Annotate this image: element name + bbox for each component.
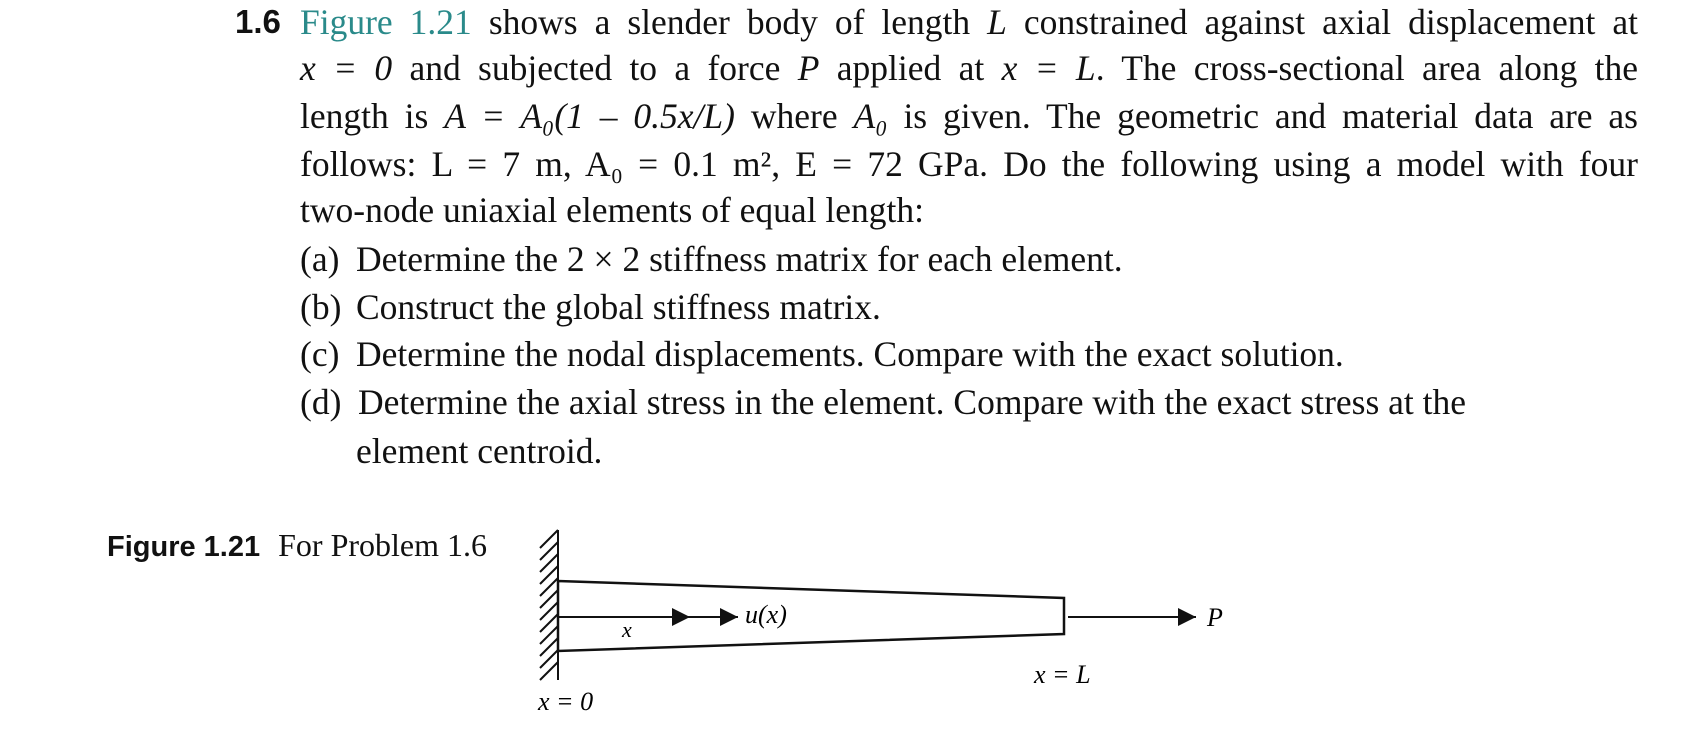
text-segment: length is	[300, 96, 429, 136]
text-segment: Do the following using a model with four	[1003, 144, 1638, 184]
text-segment: is given. The geometric and material data are as	[903, 96, 1638, 136]
var-P: P	[797, 48, 820, 88]
problem-number: 1.6	[235, 3, 281, 40]
label-x0: x = 0	[538, 687, 594, 716]
text-segment: where	[750, 96, 838, 136]
fixed-wall-hatch	[540, 530, 558, 680]
problem-line-5: two-node uniaxial elements of equal length:	[300, 190, 925, 230]
label-xL: x = L	[1034, 660, 1091, 689]
part-label: (d)	[300, 382, 342, 422]
text-segment: follows:	[300, 144, 417, 184]
part-text: Determine the nodal displacements. Compare with the exact solution.	[356, 334, 1344, 374]
text-segment: and subjected to a force	[409, 48, 781, 88]
var-A0: A₀	[853, 96, 888, 136]
part-text: Determine the 2 × 2 stiffness matrix for each element.	[356, 239, 1123, 279]
text-segment: applied at	[836, 48, 985, 88]
part-text: Determine the axial stress in the element. Compare with the exact stress at the	[358, 382, 1467, 422]
figure-link[interactable]: Figure 1.21	[300, 2, 472, 42]
caption-label: Figure 1.21	[107, 531, 261, 563]
var-L: L	[987, 2, 1007, 42]
label-u: u(x)	[745, 600, 787, 629]
condition-xL: x = L	[1001, 48, 1096, 88]
caption-text: For Problem 1.6	[278, 527, 488, 563]
part-label: (a)	[300, 239, 340, 279]
text-segment: constrained against axial displacement at	[1023, 2, 1638, 42]
text-segment: shows a slender body of length	[488, 2, 971, 42]
text-segment: . The cross-sectional area along the	[1095, 48, 1639, 88]
condition-x0: x = 0	[300, 48, 393, 88]
given-data: L = 7 m, A₀ = 0.1 m², E = 72 GPa.	[431, 144, 989, 184]
part-text: Construct the global stiffness matrix.	[356, 287, 881, 327]
label-x: x	[622, 617, 632, 642]
part-d-continuation: element centroid.	[356, 431, 603, 471]
part-label: (c)	[300, 334, 340, 374]
area-formula: A = A₀(1 – 0.5x/L)	[444, 96, 735, 136]
label-P: P	[1207, 603, 1223, 632]
part-label: (b)	[300, 287, 342, 327]
